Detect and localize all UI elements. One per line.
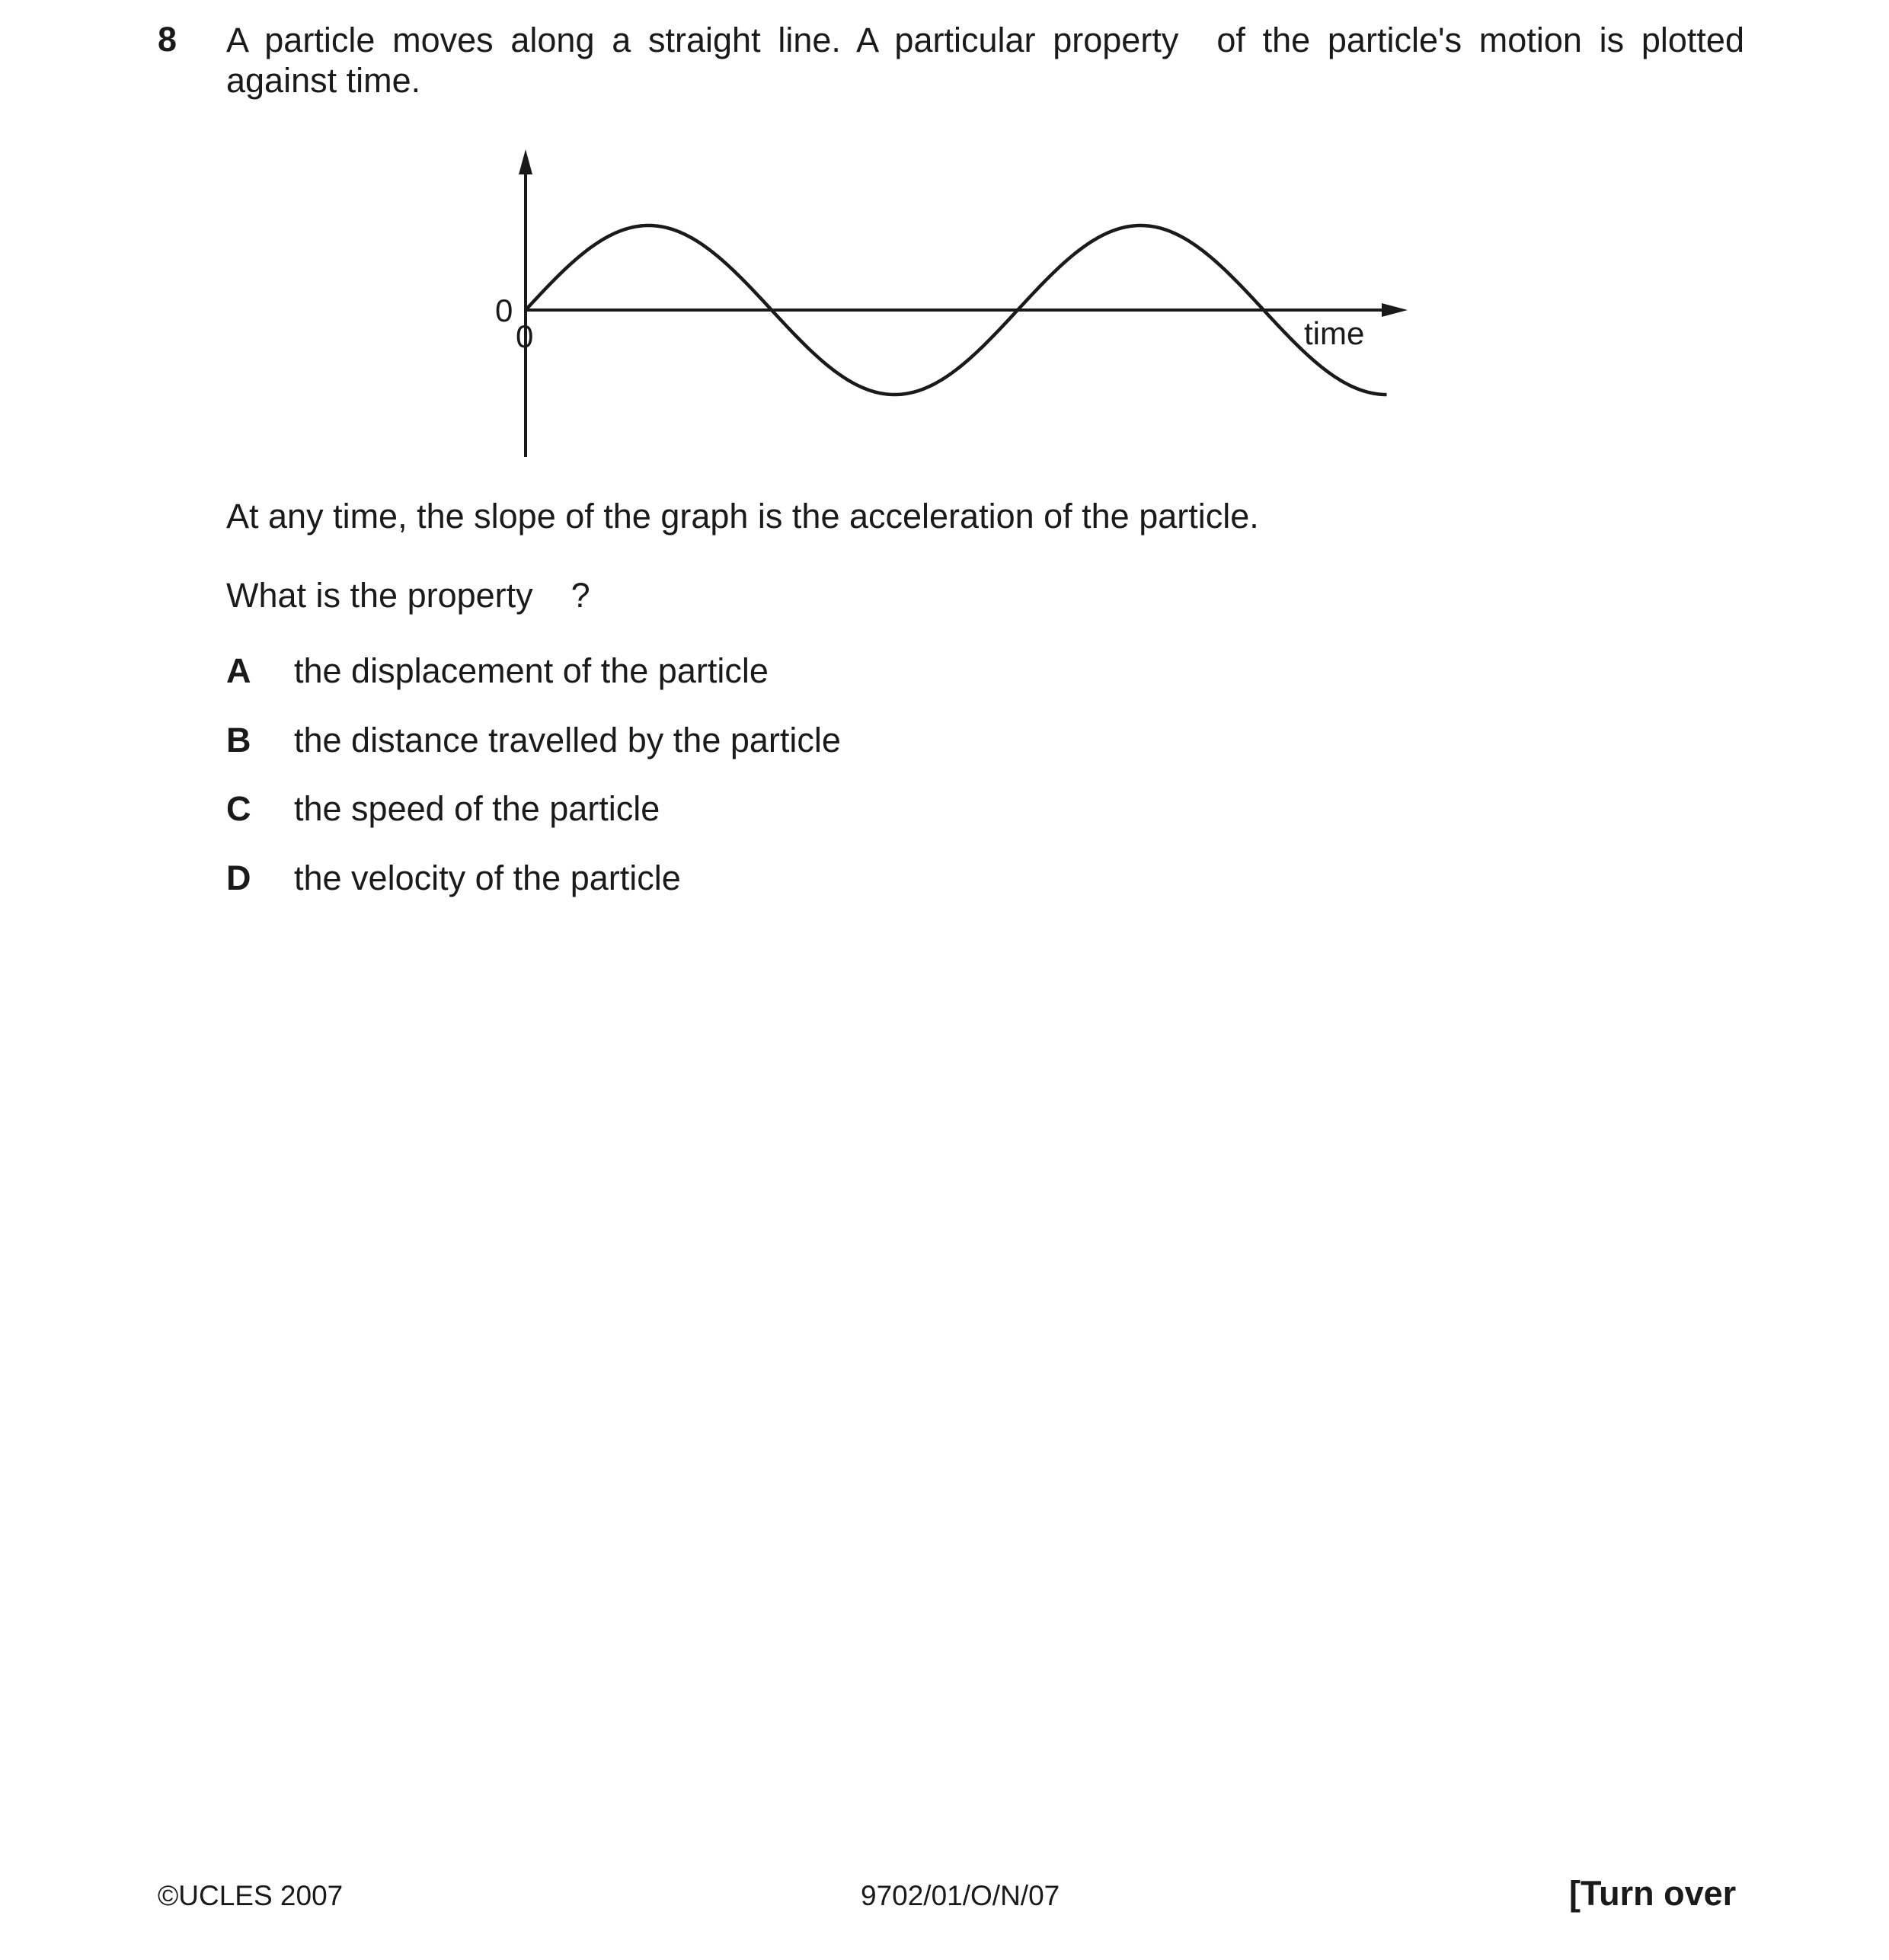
prompt-before: What is the property xyxy=(226,576,533,615)
option-b-text: the distance travelled by the particle xyxy=(294,721,841,759)
option-a-letter: A xyxy=(226,651,251,690)
stem-part-2: of the particle's motion is plotted against time. xyxy=(226,21,1744,100)
option-b-letter: B xyxy=(226,721,251,759)
question-number: 8 xyxy=(158,20,177,59)
footer-paper-code: 9702/01/O/N/07 xyxy=(861,1880,1060,1911)
y-origin-label: 0 xyxy=(495,293,513,328)
slope-statement: At any time, the slope of the graph is the acceleration of the particle. xyxy=(226,497,1259,536)
option-c-letter: C xyxy=(226,789,251,828)
option-c-text: the speed of the particle xyxy=(294,789,660,828)
option-a-text: the displacement of the particle xyxy=(294,651,769,690)
option-d-text: the velocity of the particle xyxy=(294,858,681,897)
x-axis-label: time xyxy=(1304,315,1365,351)
footer-turn-over: [Turn over xyxy=(1569,1874,1737,1913)
x-axis-arrow xyxy=(1382,303,1408,317)
stem-part-1: A particle moves along a straight line. A particular property xyxy=(226,21,1179,59)
x-origin-label: 0 xyxy=(516,318,534,354)
property-prompt xyxy=(226,576,590,615)
graph xyxy=(0,0,1889,488)
option-d-letter: D xyxy=(226,858,251,897)
prompt-after: ? xyxy=(571,576,590,615)
y-axis-arrow xyxy=(519,149,532,174)
footer-copyright: ©UCLES 2007 xyxy=(158,1880,344,1911)
